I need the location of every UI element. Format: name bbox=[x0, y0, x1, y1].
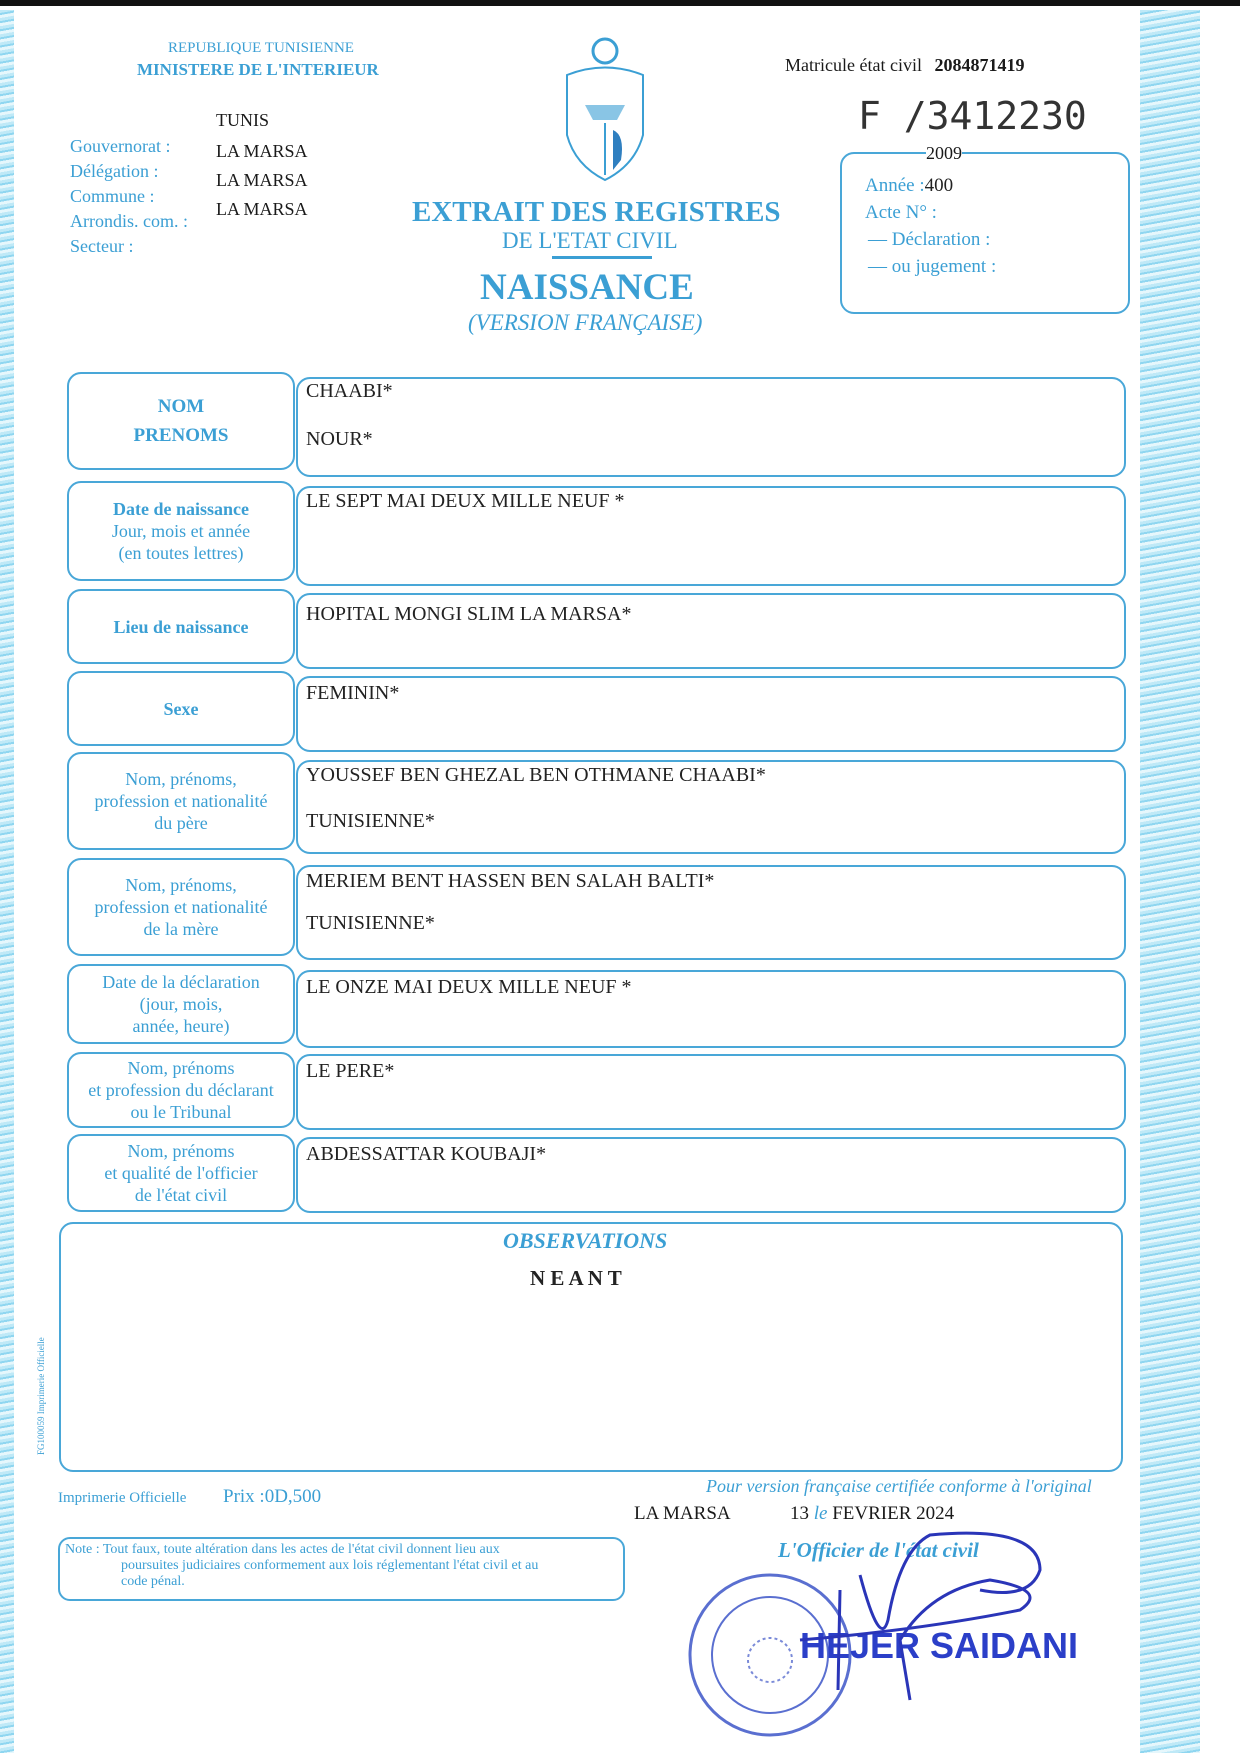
declarant-label-2: et profession du déclarant bbox=[88, 1080, 274, 1100]
delegation-value: LA MARSA bbox=[216, 141, 308, 161]
date-naissance-value: LE SEPT MAI DEUX MILLE NEUF * bbox=[306, 490, 625, 512]
declaration-label: — Déclaration : bbox=[868, 229, 991, 250]
observations-label: OBSERVATIONS bbox=[503, 1228, 668, 1253]
acte-year: 2009 bbox=[926, 143, 962, 163]
title-line1: EXTRAIT DES REGISTRES bbox=[412, 196, 781, 228]
date-declaration-label-2: (jour, mois, bbox=[139, 994, 223, 1014]
jugement-label: — ou jugement : bbox=[868, 256, 997, 277]
officer-stamp-name: HEJER SAIDANI bbox=[800, 1625, 1079, 1666]
officier-label bbox=[67, 1134, 295, 1212]
date-naissance-label bbox=[67, 481, 295, 581]
annee-value: 400 bbox=[924, 175, 954, 196]
date-day: 13 bbox=[790, 1503, 809, 1524]
pere-label bbox=[67, 752, 295, 850]
printer-label: Imprimerie Officielle bbox=[58, 1490, 187, 1506]
place-value: LA MARSA bbox=[634, 1503, 731, 1524]
annee-label: Année : bbox=[865, 175, 925, 196]
price-label: Prix :0D,500 bbox=[223, 1486, 322, 1507]
scan-edge bbox=[0, 0, 1240, 6]
gouvernorat-label: Gouvernorat : bbox=[70, 136, 171, 156]
certified-label: Pour version française certifiée conforme à l'original bbox=[706, 1476, 1092, 1496]
pere-label-2: profession et nationalité bbox=[94, 791, 268, 811]
title-version: (VERSION FRANÇAISE) bbox=[468, 310, 703, 335]
right-guilloche-border bbox=[1140, 10, 1200, 1753]
serial-number: F /3412230 bbox=[858, 94, 1087, 138]
date-declaration-label bbox=[67, 964, 295, 1044]
mere-label bbox=[67, 858, 295, 956]
issue-date bbox=[790, 1503, 954, 1525]
note-line2: poursuites judiciaires conformement aux lois réglementant l'état civil et au bbox=[121, 1558, 539, 1573]
officier-label-3: de l'état civil bbox=[134, 1185, 228, 1205]
nom-value: CHAABI* bbox=[306, 380, 393, 402]
date-le: le bbox=[813, 1503, 828, 1524]
matricule-value: 2084871419 bbox=[934, 55, 1025, 75]
nom-prenoms-label bbox=[67, 372, 295, 470]
lieu-naissance-label: Lieu de naissance bbox=[67, 589, 295, 664]
pere-label-1: Nom, prénoms, bbox=[125, 769, 237, 789]
left-guilloche-border bbox=[0, 10, 14, 1753]
date-naissance-sub2: (en toutes lettres) bbox=[118, 543, 244, 563]
arrondis-value: LA MARSA bbox=[216, 199, 308, 219]
note-text bbox=[65, 1542, 538, 1590]
matricule-line bbox=[785, 55, 1024, 76]
mere-nationalite-value: TUNISIENNE* bbox=[306, 912, 435, 934]
observations-value: N E A N T bbox=[530, 1266, 622, 1290]
secteur-label: Secteur : bbox=[70, 236, 134, 256]
declarant-value: LE PERE* bbox=[306, 1060, 395, 1082]
title-line2: DE L'ETAT CIVIL bbox=[502, 228, 678, 253]
prenoms-label: PRENOMS bbox=[133, 425, 229, 446]
nom-prenoms-field bbox=[296, 377, 1126, 477]
declarant-field bbox=[296, 1054, 1126, 1130]
location-values bbox=[216, 137, 308, 224]
mere-label-2: profession et nationalité bbox=[94, 897, 268, 917]
declarant-label-3: ou le Tribunal bbox=[130, 1102, 232, 1122]
ministry-label: MINISTERE DE L'INTERIEUR bbox=[137, 60, 379, 79]
sexe-value: FEMININ* bbox=[306, 682, 400, 704]
declarant-label bbox=[67, 1052, 295, 1128]
sexe-label: Sexe bbox=[67, 671, 295, 746]
officier-label-2: et qualité de l'officier bbox=[104, 1163, 258, 1183]
date-month-year: FEVRIER 2024 bbox=[832, 1503, 955, 1524]
observations-box bbox=[59, 1222, 1123, 1472]
mere-label-3: de la mère bbox=[143, 919, 219, 939]
pere-label-3: du père bbox=[154, 813, 208, 833]
officer-title: L'Officier de l'état civil bbox=[778, 1538, 979, 1562]
location-labels bbox=[70, 134, 188, 259]
declarant-label-1: Nom, prénoms bbox=[127, 1058, 235, 1078]
date-naissance-title: Date de naissance bbox=[113, 499, 249, 519]
arrondis-label: Arrondis. com. : bbox=[70, 211, 188, 231]
annee-line bbox=[865, 172, 996, 199]
mere-value: MERIEM BENT HASSEN BEN SALAH BALTI* bbox=[306, 870, 715, 892]
note-line3: code pénal. bbox=[121, 1574, 185, 1589]
title-divider bbox=[552, 256, 652, 259]
mere-label-1: Nom, prénoms, bbox=[125, 875, 237, 895]
acte-label: Acte N° : bbox=[865, 202, 937, 223]
gouvernorat-value: TUNIS bbox=[216, 110, 269, 130]
officier-value: ABDESSATTAR KOUBAJI* bbox=[306, 1143, 547, 1165]
sexe-field bbox=[296, 676, 1126, 752]
commune-label: Commune : bbox=[70, 186, 155, 206]
officier-label-1: Nom, prénoms bbox=[127, 1141, 235, 1161]
lieu-naissance-value: HOPITAL MONGI SLIM LA MARSA* bbox=[306, 603, 632, 625]
signature-icon bbox=[770, 1530, 1060, 1710]
coat-of-arms-icon bbox=[555, 35, 655, 185]
date-naissance-sub1: Jour, mois et année bbox=[111, 521, 251, 541]
side-printer-code: FG100059 Imprimerie Officielle bbox=[36, 1337, 46, 1455]
note-line1: Note : Tout faux, toute altération dans les actes de l'état civil donnent lieu aux bbox=[65, 1542, 500, 1557]
republic-label: REPUBLIQUE TUNISIENNE bbox=[168, 40, 354, 56]
delegation-label: Délégation : bbox=[70, 161, 159, 181]
date-declaration-value: LE ONZE MAI DEUX MILLE NEUF * bbox=[306, 976, 632, 998]
commune-value: LA MARSA bbox=[216, 170, 308, 190]
pere-value: YOUSSEF BEN GHEZAL BEN OTHMANE CHAABI* bbox=[306, 764, 766, 786]
title-main: NAISSANCE bbox=[480, 267, 694, 308]
date-declaration-label-3: année, heure) bbox=[132, 1016, 230, 1036]
matricule-label: Matricule état civil bbox=[785, 55, 922, 75]
pere-nationalite-value: TUNISIENNE* bbox=[306, 810, 435, 832]
nom-label: NOM bbox=[157, 396, 205, 417]
acte-fields bbox=[865, 172, 996, 280]
prenoms-value: NOUR* bbox=[306, 428, 373, 450]
date-declaration-label-1: Date de la déclaration bbox=[102, 972, 260, 992]
